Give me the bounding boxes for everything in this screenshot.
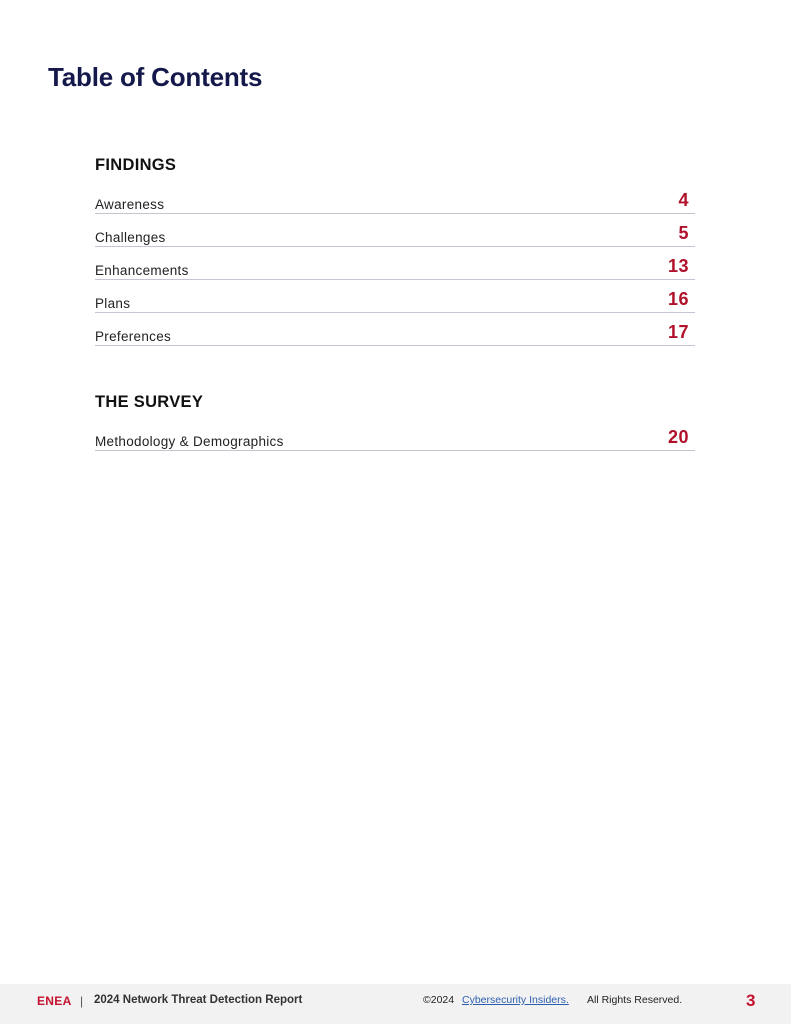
toc-entry-enhancements[interactable] [95, 249, 695, 280]
toc-entry-label: Awareness [95, 197, 165, 212]
toc-entry-page-number: 4 [678, 190, 689, 210]
toc-entry-page-number: 5 [678, 223, 689, 243]
toc-entry-page-number: 17 [667, 322, 689, 342]
toc-entry-label: Preferences [95, 329, 172, 344]
toc-entry-label: Enhancements [95, 263, 189, 278]
page-title: Table of Contents [48, 62, 263, 92]
footer-cybersecurity-insiders-link[interactable]: Cybersecurity Insiders. [462, 994, 569, 1006]
section-heading-findings: FINDINGS [95, 156, 177, 174]
footer-separator: | [80, 994, 84, 1008]
footer-rights: All Rights Reserved. [587, 994, 683, 1006]
footer-brand-logo: ENEA [37, 994, 72, 1008]
toc-entry-challenges[interactable] [95, 216, 695, 247]
page-footer [0, 984, 791, 1024]
footer-page-number: 3 [746, 991, 756, 1010]
toc-entry-label: Methodology & Demographics [95, 434, 284, 449]
toc-entry-methodology[interactable] [95, 420, 695, 451]
footer-copyright: ©2024 [423, 994, 455, 1006]
toc-section-survey [95, 393, 695, 453]
toc-entry-label: Plans [95, 296, 131, 311]
toc-entry-preferences[interactable] [95, 315, 695, 346]
toc-entry-page-number: 13 [667, 256, 689, 276]
toc-section-findings [95, 156, 695, 348]
footer-report-title: 2024 Network Threat Detection Report [94, 994, 303, 1006]
toc-entry-page-number: 20 [667, 427, 689, 447]
toc-entry-page-number: 16 [667, 289, 689, 309]
toc-entry-plans[interactable] [95, 282, 695, 313]
toc-entry-label: Challenges [95, 230, 166, 245]
section-heading-survey: THE SURVEY [95, 393, 204, 411]
toc-entry-awareness[interactable] [95, 183, 695, 214]
